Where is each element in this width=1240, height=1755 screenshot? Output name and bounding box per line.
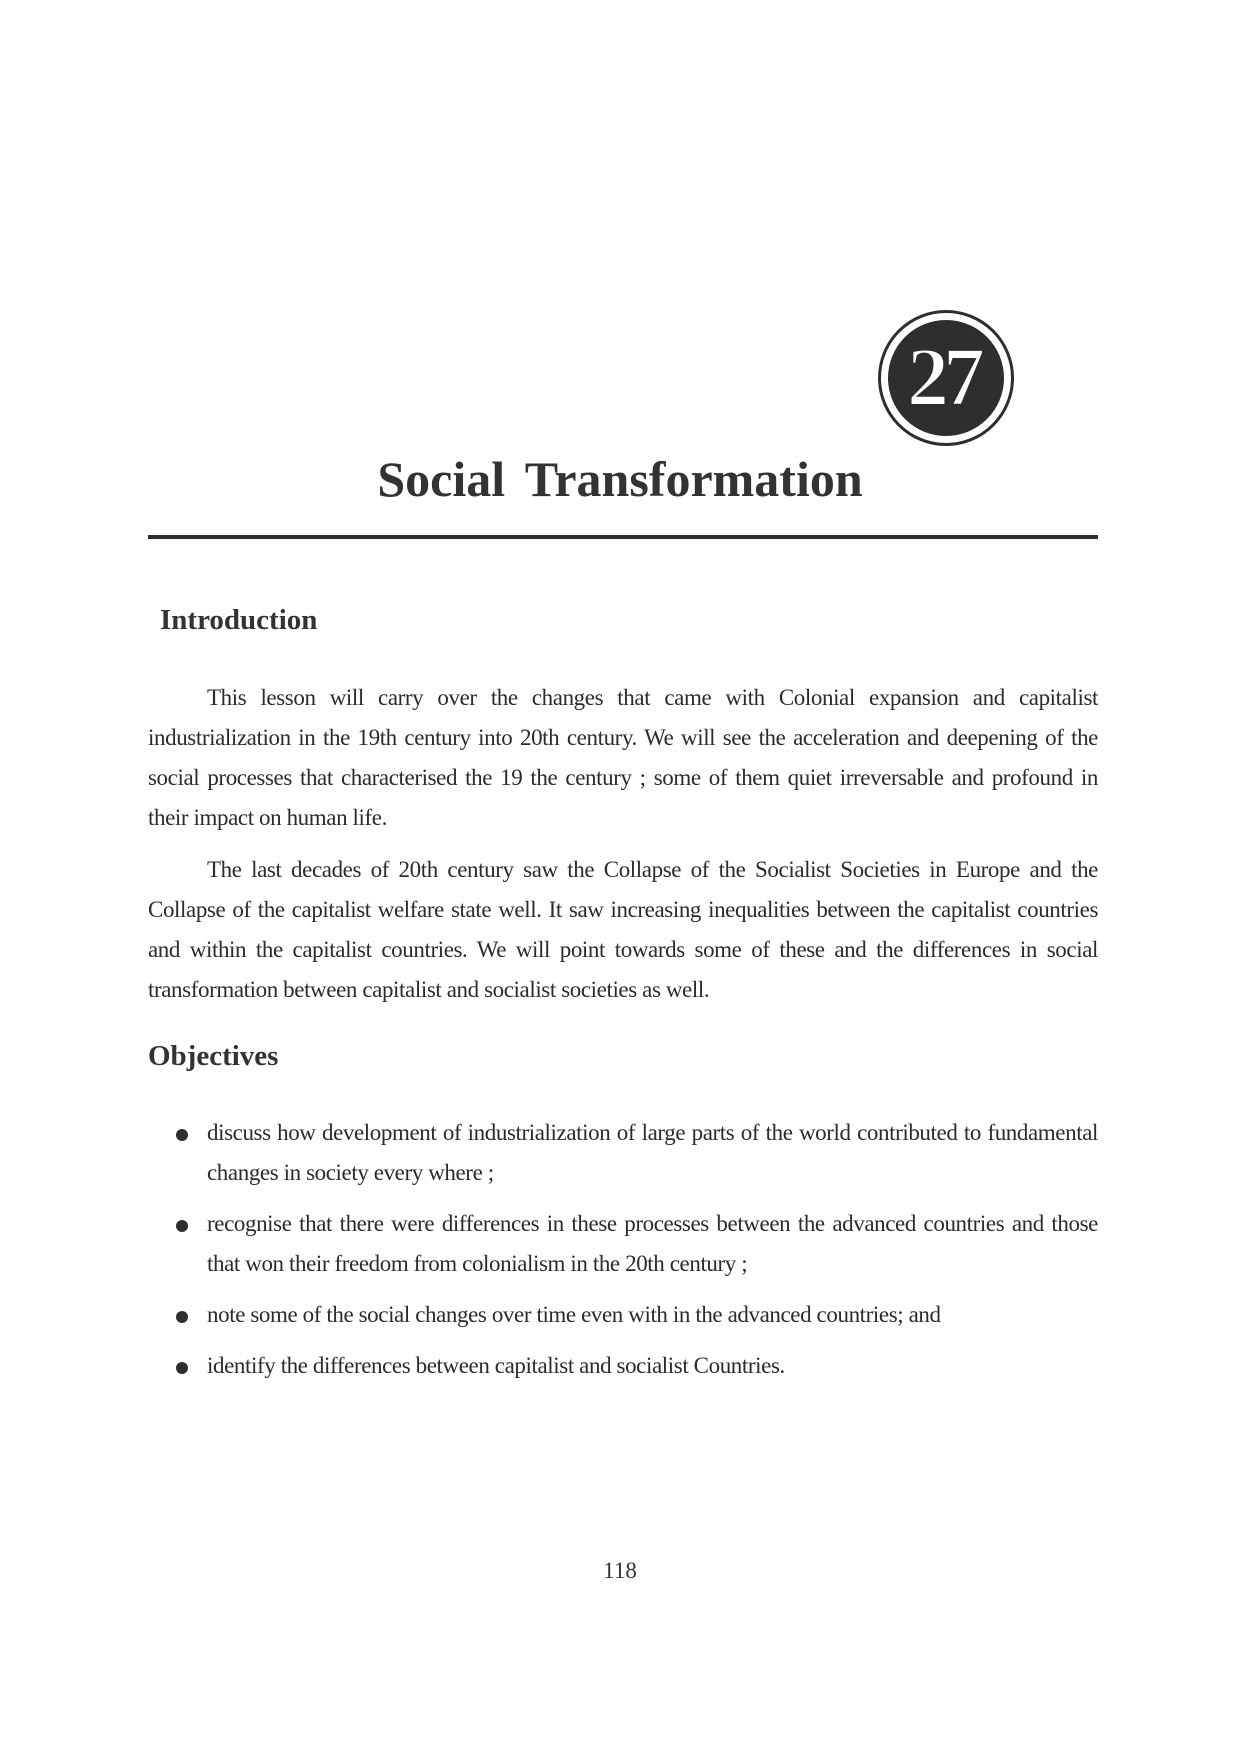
chapter-number-circle: [888, 320, 1004, 436]
objective-item-3: [148, 1295, 1098, 1335]
bullet-icon: [176, 1220, 188, 1232]
bullet-icon: [176, 1362, 188, 1374]
objective-item-4: [148, 1346, 1098, 1386]
objective-text: note some of the social changes over time even with in the advanced countries; and: [207, 1302, 941, 1327]
bullet-icon: [176, 1129, 188, 1141]
objective-text: identify the differences between capitalist and socialist Countries.: [207, 1353, 785, 1378]
objective-item-2: [148, 1204, 1098, 1284]
objective-text: recognise that there were differences in these processes between the advanced countries and those that won their freedom from colonialism in the 20th century ;: [207, 1211, 1098, 1276]
objectives-heading: Objectives: [148, 1040, 279, 1072]
introduction-paragraph-2: The last decades of 20th century saw the Collapse of the Socialist Societies in Europe and the Collapse of the capitalist welfare state well. It saw increasing inequalities between the capitalist countries and within the capitalist countries. We will point towards some of these and the differences in social transformation between capitalist and socialist societies as well.: [148, 857, 1098, 1002]
objective-item-1: [148, 1113, 1098, 1193]
chapter-number-badge: [878, 310, 1014, 446]
bullet-icon: [176, 1311, 188, 1323]
title-divider: [148, 535, 1098, 539]
page-title: Social Transformation: [377, 451, 863, 507]
page-number: 118: [603, 1558, 637, 1583]
objective-text: discuss how development of industrialization of large parts of the world contributed to fundamental changes in society every where ;: [207, 1120, 1098, 1185]
introduction-heading: Introduction: [160, 604, 318, 636]
chapter-number: 27: [907, 331, 979, 424]
introduction-paragraph-1: This lesson will carry over the changes that came with Colonial expansion and capitalist industrialization in the 19th century into 20th century. We will see the acceleration and deepening of the social processes that characterised the 19 the century ; some of them quiet irreversable and profound in their impact on human life.: [148, 685, 1098, 830]
objectives-list: [148, 1113, 1098, 1397]
